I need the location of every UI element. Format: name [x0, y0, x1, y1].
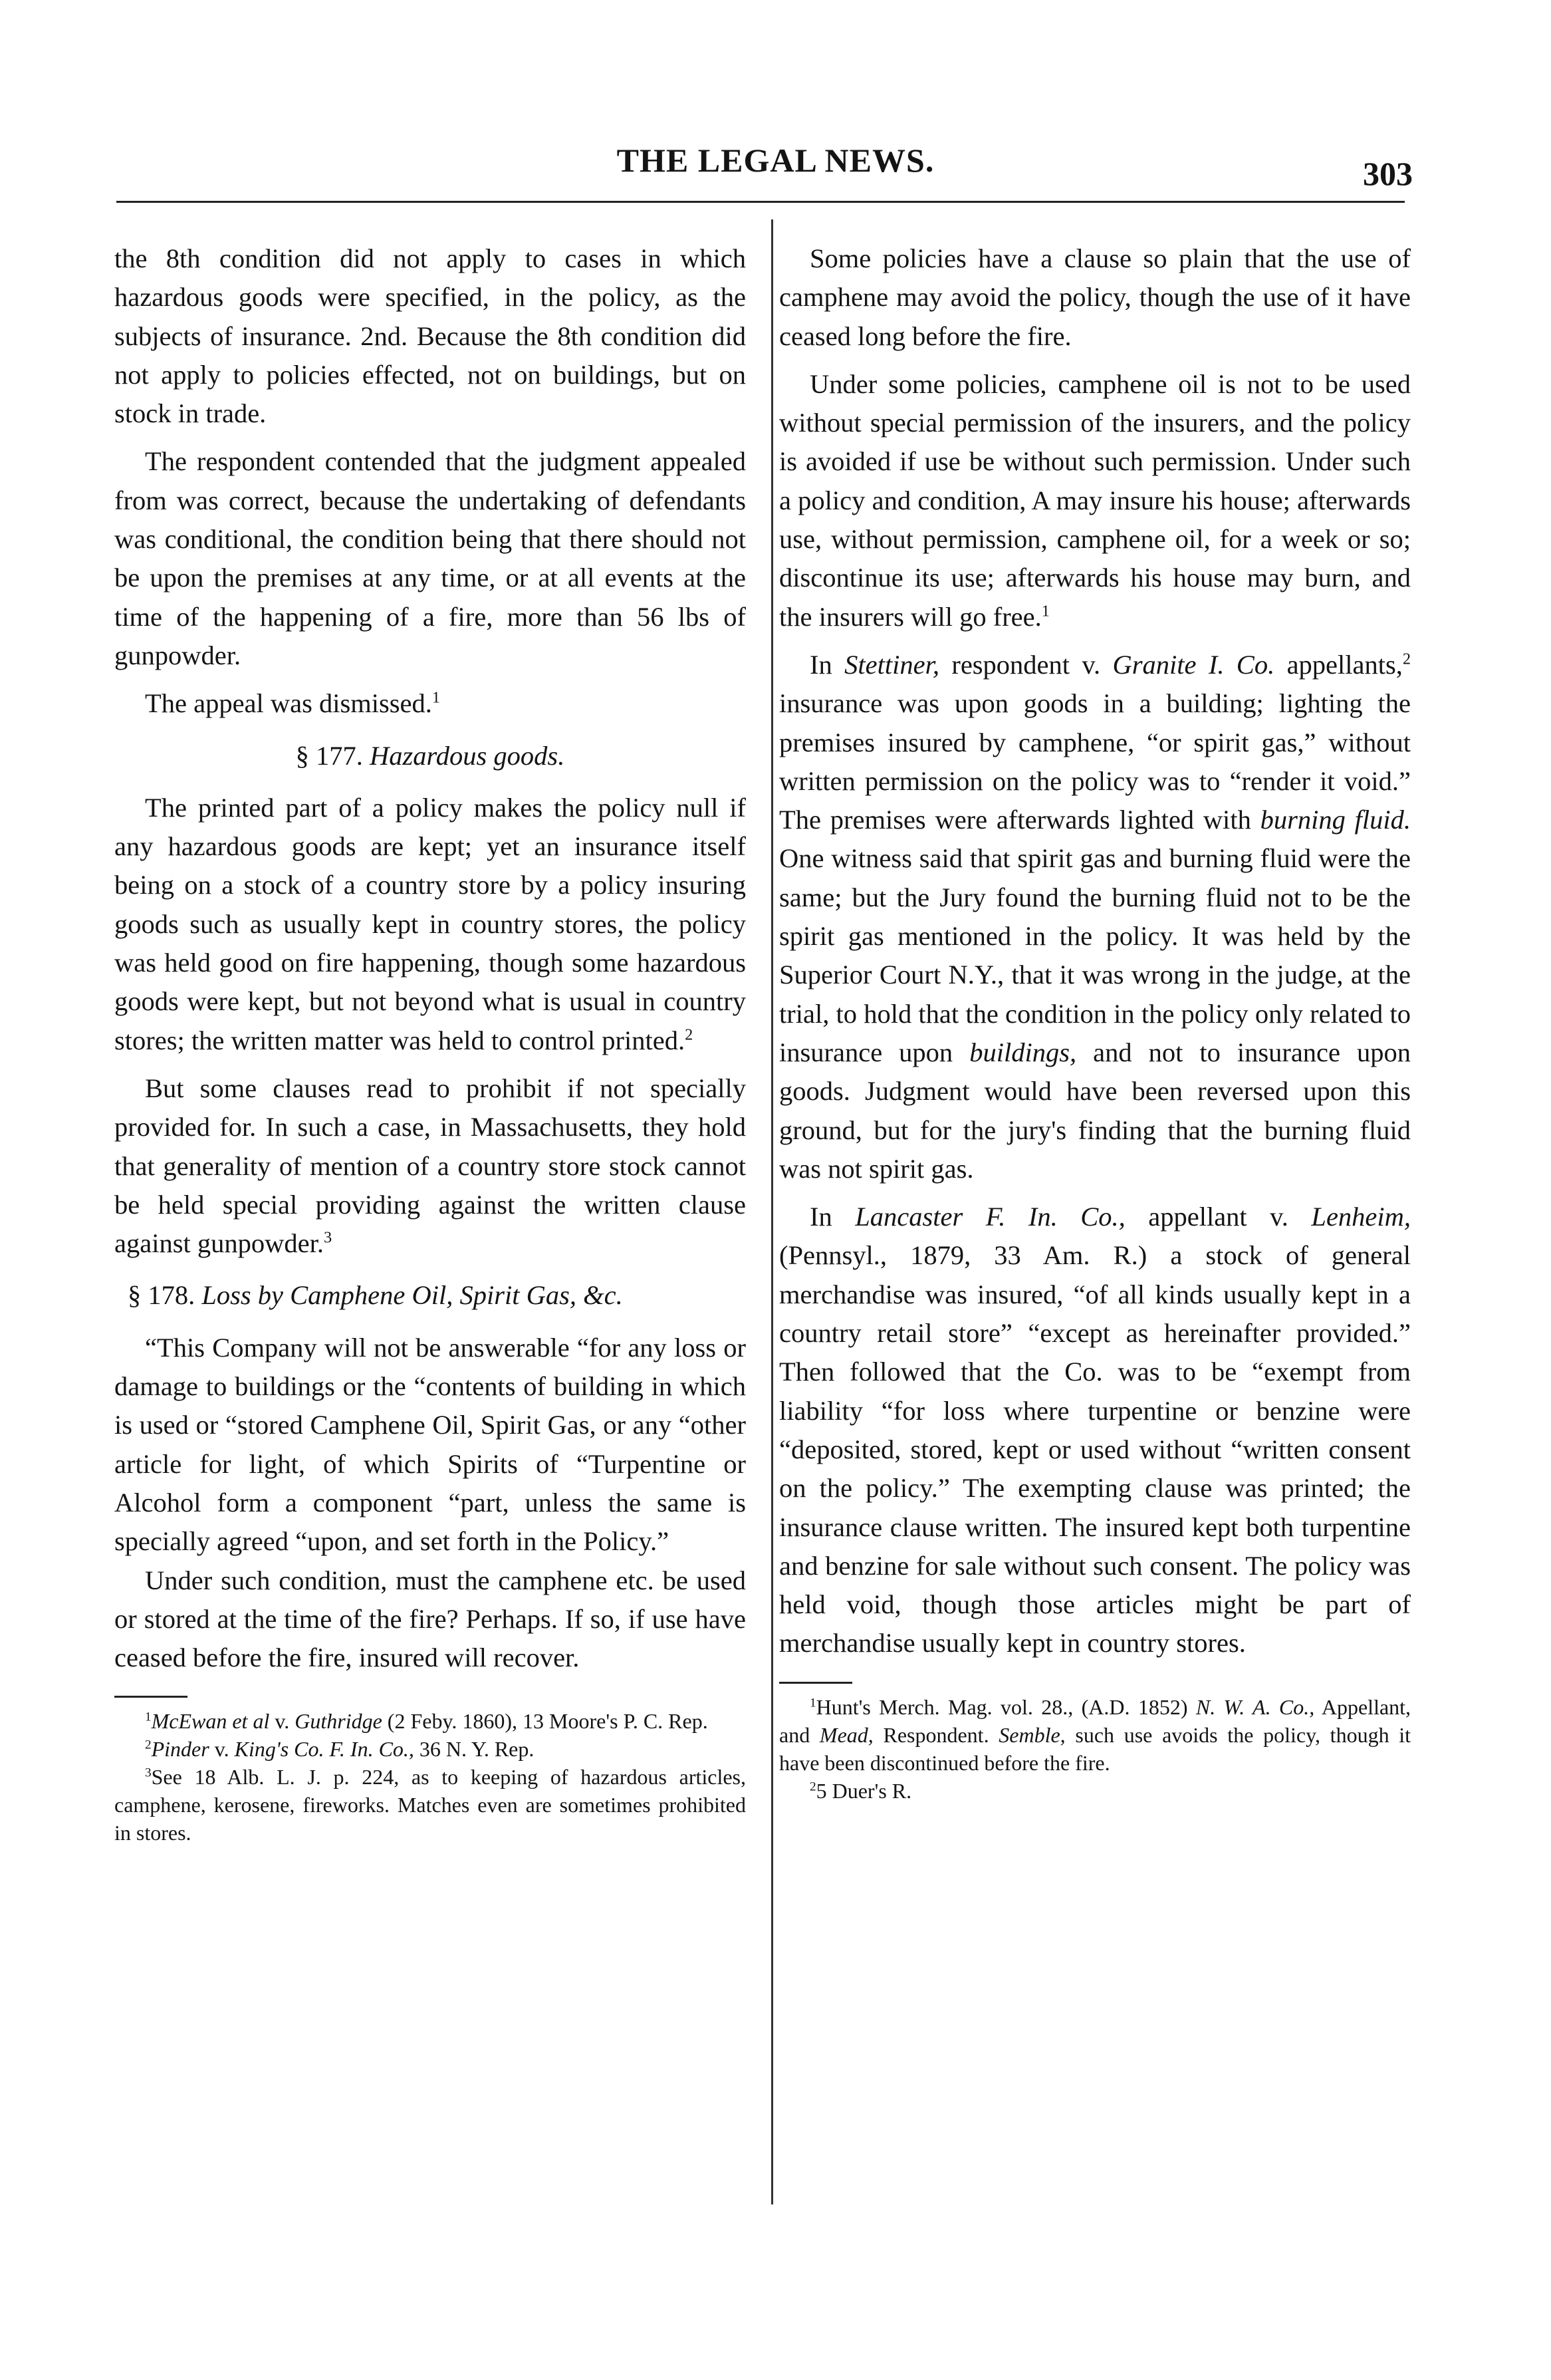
footnote-mark: 1 — [810, 1696, 816, 1710]
footnote-text: (2 Feby. 1860), 13 Moore's P. C. Rep. — [387, 1709, 708, 1734]
footnote-text: Respondent. — [883, 1722, 989, 1747]
section-heading — [114, 737, 746, 775]
paragraph-text: (Pennsyl., 1879, 33 Am. R.) a stock of general merchandise was insured, “of all kinds usually kept in a country retail store” “except as hereinafter provided.” Then followed that the Co. was to be “exempt from liability “for loss where turpentine or benzine were “deposited, stored, kept or used without “written consent on the policy.” The exempting clause was printed; the insurance clause written. The insured kept both turpentine and benzine for sale without such consent. The policy was held void, though those articles might be part of merchandise usually kept in country stores. — [779, 1240, 1411, 1658]
case-name: Granite I. Co. — [1112, 649, 1275, 680]
footnote-rule — [114, 1696, 187, 1698]
footnote-text: 36 N. Y. Rep. — [419, 1737, 535, 1762]
paragraph-text: One witness said that spirit gas and burning fluid were the same; but the Jury found the burning fluid not to be the spirit gas mentioned in the policy. It was held by the Superior Court N.Y., that it was wrong in the judge, at the trial, to hold that the condition in the policy only related to insurance upon — [779, 843, 1411, 1067]
case-name: King's Co. F. In. Co., — [234, 1737, 414, 1762]
section-number: § 177. — [295, 740, 363, 771]
footnote-text: Hunt's Merch. Mag. vol. 28., (A.D. 1852) — [816, 1694, 1188, 1719]
paragraph-text: appellants, — [1286, 649, 1403, 680]
footnote-text: See 18 Alb. L. J. p. 224, as to keeping of hazardous articles, camphene, kerosene, fireworks. Matches even are sometimes prohibited in stores. — [114, 1765, 746, 1845]
footnote — [779, 1777, 1411, 1805]
footnote-mark: 1 — [145, 1710, 152, 1724]
case-name: N. W. A. Co., — [1195, 1694, 1315, 1719]
section-heading — [114, 1276, 746, 1315]
paragraph — [114, 789, 746, 1060]
left-column — [114, 239, 746, 1847]
paragraph: The respondent contended that the judgment appealed from was correct, because the undertaking of defendants was conditional, the condition being that there should not be upon the premises at any time, or at all events at the time of the happening of a fire, more than 56 lbs of gunpowder. — [114, 446, 746, 670]
right-column — [779, 239, 1411, 1805]
paragraph-text: respondent v. — [951, 649, 1101, 680]
footnote — [114, 1735, 746, 1763]
footnote-ref: 3 — [323, 1228, 332, 1247]
case-name: McEwan et al — [151, 1709, 270, 1734]
paragraph-text: and not to insurance upon goods. Judgment would have been reversed upon this ground, but for the jury's finding that the burning fluid was not spirit gas. — [779, 1037, 1411, 1184]
footnote — [114, 1707, 746, 1735]
paragraph-text: In — [810, 649, 832, 680]
paragraph — [114, 684, 746, 723]
footnote-text: Appellant, and — [779, 1694, 1411, 1747]
paragraph — [779, 646, 1411, 1188]
italic-term: burning fluid. — [1260, 805, 1411, 835]
paragraph-text: But some clauses read to prohibit if not specially provided for. In such a case, in Massachusetts, they hold that generality of mention of a country store stock cannot be held special providing against the written clause against gunpowder. — [114, 1073, 746, 1259]
footnote-text: v. — [214, 1737, 229, 1762]
section-title: Hazardous goods. — [370, 740, 565, 771]
footnote-ref: 2 — [685, 1025, 693, 1044]
paragraph-text: insurance was upon goods in a building; lighting the premises insured by camphene, “or spirit gas,” without written permission on the policy was to “render it void.” The premises were afterwards lighted with — [779, 688, 1411, 835]
section-number: § 178. — [128, 1280, 195, 1311]
column-divider — [771, 219, 773, 2204]
case-name: Lancaster F. In. Co., — [855, 1202, 1126, 1232]
footnote-mark: 3 — [145, 1766, 152, 1780]
footnote-ref: 2 — [1402, 650, 1411, 668]
page-number: 303 — [1363, 155, 1413, 192]
footnote-rule — [779, 1682, 852, 1684]
paragraph-text: The printed part of a policy makes the policy null if any hazardous goods are kept; yet an insurance itself being on a stock of a country store by a policy insuring goods such as usually kept in country stores, the policy was held good on fire happening, though some hazardous goods were kept, but not beyond what is usual in country stores; the written matter was held to control printed. — [114, 792, 746, 1055]
footnote — [779, 1693, 1411, 1777]
section-title: Loss by Camphene Oil, Spirit Gas, &c. — [201, 1280, 623, 1311]
footnote-text: v. — [275, 1709, 290, 1734]
footnote-ref: 1 — [1041, 602, 1050, 620]
quoted-condition: “This Company will not be answerable “for any loss or damage to buildings or the “contents of building in which is used or “stored Camphene Oil, Spirit Gas, or any “other article for light, of which Spirits of “Turpentine or Alcohol form a component “part, unless the same is specially agreed “upon, and set forth in the Policy.” — [114, 1332, 746, 1557]
running-title: THE LEGAL NEWS. — [616, 142, 935, 179]
footnote-text: 5 Duer's R. — [816, 1778, 912, 1803]
case-name: Mead, — [819, 1722, 874, 1747]
case-name: Lenheim, — [1311, 1202, 1411, 1232]
paragraph-text: In — [810, 1202, 832, 1232]
paragraph-text: The appeal was dismissed. — [145, 688, 432, 719]
paragraph — [114, 1069, 746, 1263]
footnote-ref: 1 — [431, 688, 441, 707]
paragraph: Under such condition, must the camphene etc. be used or stored at the time of the fire? Perhaps. If so, if use have ceased before the fire, insured will recover. — [114, 1565, 746, 1673]
footnote — [114, 1763, 746, 1847]
paragraph: the 8th condition did not apply to cases in which hazardous goods were specified, in the policy, as the subjects of insurance. 2nd. Because the 8th condition did not apply to policies effected, not on buildings, but on stock in trade. — [114, 243, 746, 429]
footnote-text: such use avoids the policy, though it have been discontinued before the fire. — [779, 1722, 1411, 1775]
footnote-mark: 2 — [145, 1738, 152, 1752]
paragraph-text: appellant v. — [1148, 1202, 1288, 1232]
paragraph-text: Under some policies, camphene oil is not to be used without special permission of the insurers, and the policy is avoided if use be without such permission. Under such a policy and condition, A may insure his house; afterwards use, without permission, camphene oil, for a week or so; discontinue its use; afterwards his house may burn, and the insurers will go free. — [779, 368, 1411, 632]
case-name: Guthridge — [295, 1709, 382, 1734]
case-name: Stettiner, — [844, 649, 939, 680]
paragraph — [779, 1198, 1411, 1663]
paragraph: Some policies have a clause so plain that the use of camphene may avoid the policy, though the use of it have ceased long before the fire. — [779, 243, 1411, 351]
paragraph — [779, 365, 1411, 636]
case-name: Pinder — [151, 1737, 209, 1762]
italic-term: buildings, — [969, 1037, 1077, 1067]
footnote-mark: 2 — [810, 1780, 816, 1794]
italic-term: Semble, — [999, 1722, 1066, 1747]
header-rule — [116, 201, 1405, 203]
